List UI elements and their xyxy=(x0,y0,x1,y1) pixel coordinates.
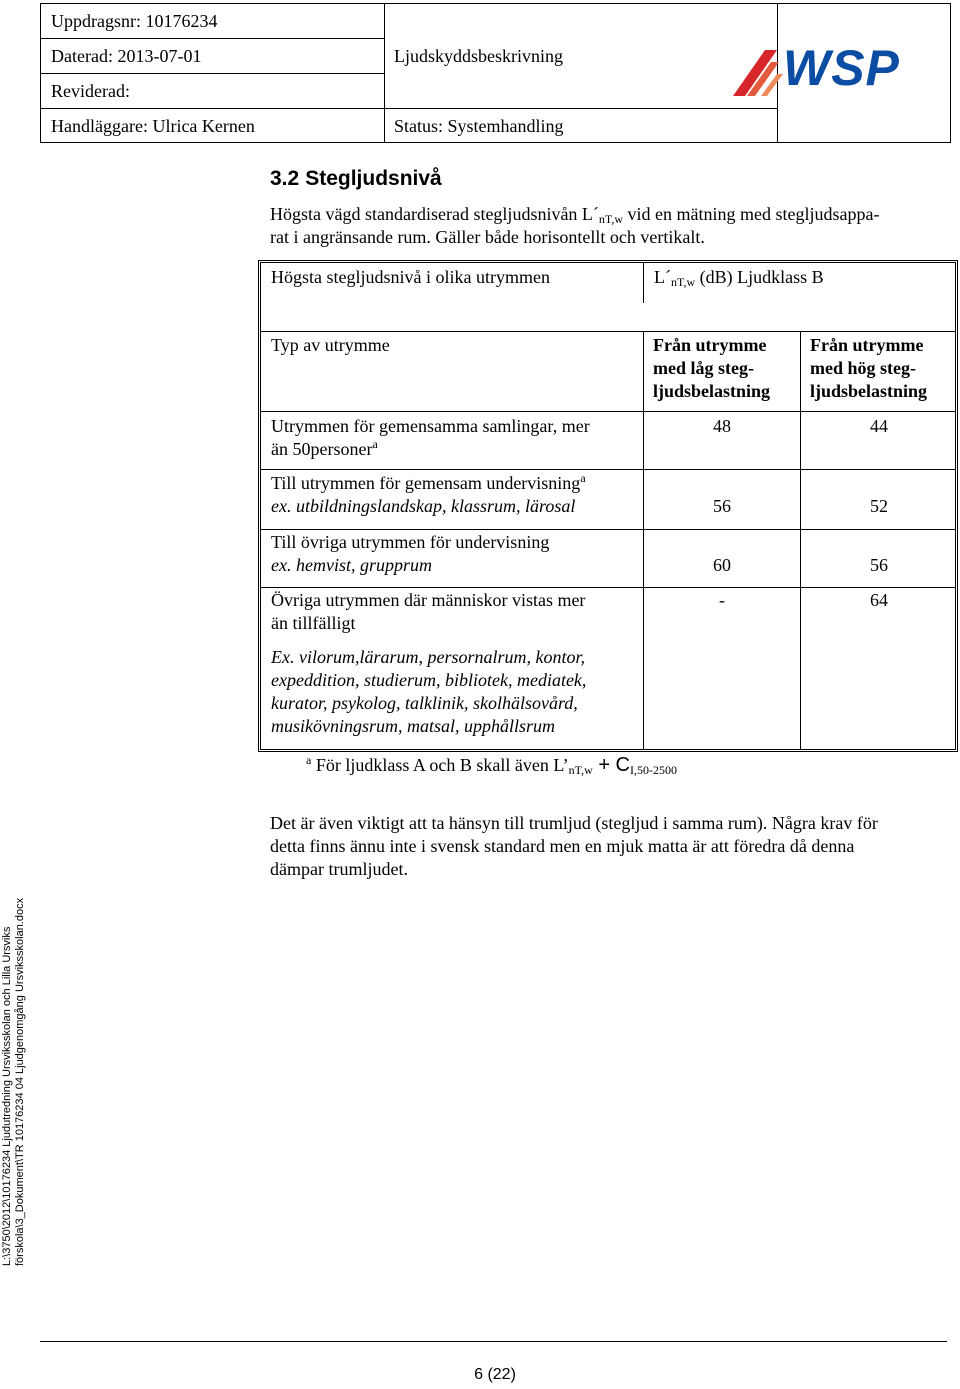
table-cell-high: 52 xyxy=(870,496,888,516)
column-header-high: Från utrymme med hög steg- ljudsbelastning xyxy=(810,335,928,401)
table-cell-low: 60 xyxy=(713,555,731,575)
footer-rule xyxy=(40,1341,947,1342)
impact-sound-table xyxy=(258,260,958,752)
table-row-type: Övriga utrymmen där människor vistas mer än tillfälligt Ex. vilorum,lärarum, persornalrum, kontor, expeddition, studierum, bibliotek, mediatek, kurator, psykolog, talklinik, skolhälsovård, musikövningsrum, matsal, upphållsrum xyxy=(271,590,587,736)
table-footnote: $^a$ För ljudklass A och B skall även $L’_{nT,w} + C_{I,50-2500}$ xyxy=(306,753,678,777)
file-path-margin: L:\3750\2012\10176234 Ljudutredning Ursviksskolan och Lilla Ursviks förskola\3_Dokument\TR 10176234 04 Ljudgenomgång Ursviksskolan.docx xyxy=(1,897,26,1266)
table-cell-high: 64 xyxy=(870,590,888,610)
status: Status: Systemhandling xyxy=(394,116,564,136)
table-row-type: Utrymmen för gemensamma samlingar, mer än 50personer$^a$ xyxy=(271,416,590,459)
dated: Daterad: 2013-07-01 xyxy=(51,46,202,66)
section-heading xyxy=(270,167,442,191)
column-header-type: Typ av utrymme xyxy=(271,335,390,355)
table-title-right: $L´_{nT,w}$ (dB) Ljudklass B xyxy=(654,267,824,289)
revised: Reviderad: xyxy=(51,81,130,101)
document-header xyxy=(40,3,951,143)
document-title: Ljudskyddsbeskrivning xyxy=(394,46,563,66)
section-title: Stegljudsnivå xyxy=(305,167,442,190)
table-cell-low: - xyxy=(719,590,725,610)
page-number: 6 (22) xyxy=(474,1366,516,1383)
table-row-type: Till utrymmen för gemensam undervisning$^a$ ex. utbildningslandskap, klassrum, lärosal xyxy=(271,471,586,516)
table-title-left: Högsta stegljudsnivå i olika utrymmen xyxy=(271,267,550,287)
section-intro: Högsta vägd standardiserad stegljudsnivån $L´_{nT,w}$ vid en mätning med stegljudsappa- rat i angränsande rum. Gäller både horisontellt och vertikalt. xyxy=(270,204,880,247)
assignment-number: Uppdragsnr: 10176234 xyxy=(51,11,218,31)
table-cell-low: 48 xyxy=(713,416,731,436)
table-row-type: Till övriga utrymmen för undervisning ex. hemvist, grupprum xyxy=(271,532,550,575)
table-cell-low: 56 xyxy=(713,496,731,516)
body-paragraph: Det är även viktigt att ta hänsyn till trumljud (stegljud i samma rum). Några krav för detta finns ännu inte i svensk standard men en mjuk matta är att föredra då denna dämpar trumljudet. xyxy=(270,813,878,879)
wsp-logo: WSP xyxy=(731,40,921,102)
table-cell-high: 44 xyxy=(870,416,888,436)
table-cell-high: 56 xyxy=(870,555,888,575)
column-header-low: Från utrymme med låg steg- ljudsbelastning xyxy=(653,335,771,401)
section-number: 3.2 xyxy=(270,167,300,190)
handler: Handläggare: Ulrica Kernen xyxy=(51,116,255,136)
